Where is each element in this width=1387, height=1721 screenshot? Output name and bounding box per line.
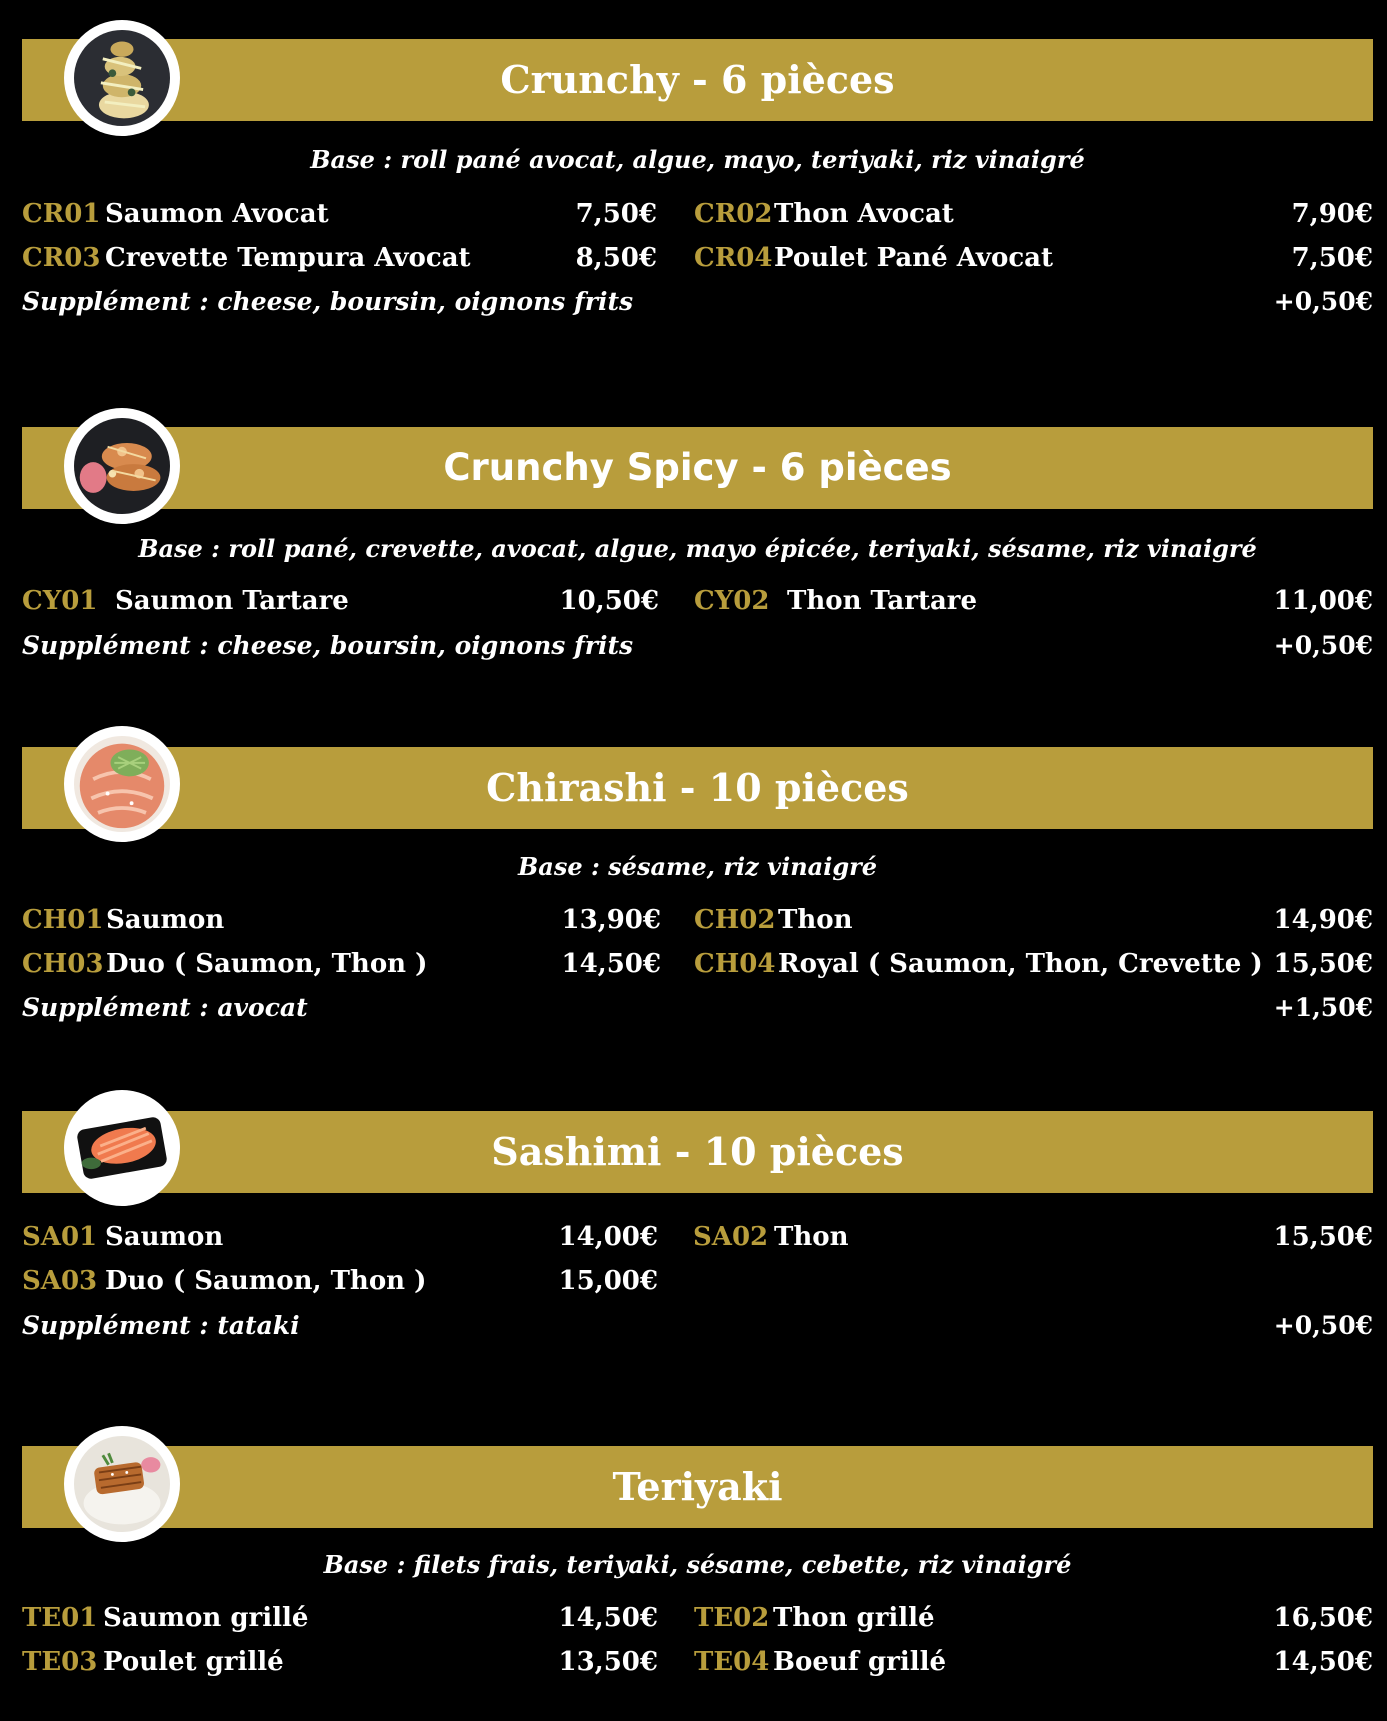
- supplement-text: Supplément : cheese, boursin, oignons frits: [22, 287, 634, 316]
- item-price: 7,50€: [575, 199, 657, 229]
- section-banner: [22, 427, 1373, 509]
- menu-item: [0, 1647, 1387, 1683]
- item-code: TE03: [22, 1647, 98, 1677]
- item-name: Royal ( Saumon, Thon, Crevette ): [778, 949, 1263, 979]
- item-name: Crevette Tempura Avocat: [105, 243, 471, 273]
- item-code: CR02: [694, 199, 773, 229]
- item-price: 7,90€: [1291, 199, 1373, 229]
- item-price: 13,50€: [558, 1647, 658, 1677]
- item-price: 14,50€: [1273, 1647, 1373, 1677]
- section-title: Chirashi - 10 pièces: [486, 765, 909, 810]
- chirashi-bowl-photo-icon: [64, 726, 180, 842]
- section-banner: [22, 747, 1373, 829]
- item-name: Thon: [774, 1222, 849, 1252]
- section-base: Base : roll pané, crevette, avocat, algue, mayo épicée, teriyaki, sésame, riz vinaigré: [138, 534, 1257, 563]
- item-code: SA03: [22, 1266, 98, 1296]
- item-name: Saumon Avocat: [105, 199, 329, 229]
- crunchy-roll-photo-icon: [64, 20, 180, 136]
- item-price: 13,90€: [561, 905, 661, 935]
- teriyaki-bowl-photo-icon: [64, 1426, 180, 1542]
- item-name: Saumon Tartare: [115, 586, 349, 616]
- item-code: TE01: [22, 1603, 98, 1633]
- item-name: Thon: [778, 905, 853, 935]
- item-price: 15,50€: [1273, 1222, 1373, 1252]
- item-price: 11,00€: [1273, 586, 1373, 616]
- item-code: SA02: [693, 1222, 769, 1252]
- item-code: TE04: [694, 1647, 770, 1677]
- item-price: 14,50€: [558, 1603, 658, 1633]
- section-title: Crunchy Spicy - 6 pièces: [443, 446, 952, 489]
- item-name: Saumon: [106, 905, 225, 935]
- item-code: CH03: [22, 949, 104, 979]
- supplement-text: Supplément : tataki: [22, 1311, 300, 1340]
- item-code: CY01: [22, 586, 98, 616]
- item-price: 10,50€: [559, 586, 659, 616]
- supplement-price: +1,50€: [1273, 993, 1373, 1022]
- menu-item: [0, 199, 1387, 235]
- menu-item: [0, 1222, 1387, 1258]
- section-base: Base : sésame, riz vinaigré: [517, 852, 878, 881]
- item-code: CR03: [22, 243, 101, 273]
- supplement-price: +0,50€: [1273, 631, 1373, 660]
- section-title: Crunchy - 6 pièces: [500, 57, 895, 102]
- item-name: Duo ( Saumon, Thon ): [106, 949, 428, 979]
- menu-item: [0, 949, 1387, 985]
- menu-item: [0, 1603, 1387, 1639]
- item-name: Thon Avocat: [774, 199, 954, 229]
- item-name: Boeuf grillé: [773, 1647, 947, 1677]
- item-price: 8,50€: [575, 243, 657, 273]
- item-name: Thon Tartare: [787, 586, 978, 616]
- item-code: CH02: [694, 905, 776, 935]
- section-base: Base : roll pané avocat, algue, mayo, teriyaki, riz vinaigré: [310, 145, 1085, 174]
- item-name: Duo ( Saumon, Thon ): [105, 1266, 427, 1296]
- section-base: Base : filets frais, teriyaki, sésame, cebette, riz vinaigré: [323, 1550, 1072, 1579]
- item-name: Saumon grillé: [103, 1603, 309, 1633]
- section-banner: [22, 1111, 1373, 1193]
- item-price: 14,90€: [1273, 905, 1373, 935]
- crunchy-spicy-photo-icon: [64, 408, 180, 524]
- section-title: Teriyaki: [612, 1464, 783, 1509]
- item-price: 15,50€: [1273, 949, 1373, 979]
- menu-item: [0, 243, 1387, 279]
- supplement-text: Supplément : cheese, boursin, oignons frits: [22, 631, 634, 660]
- item-name: Thon grillé: [773, 1603, 935, 1633]
- supplement-price: +0,50€: [1273, 1311, 1373, 1340]
- item-price: 14,00€: [558, 1222, 658, 1252]
- item-code: CY02: [694, 586, 770, 616]
- sashimi-tray-photo-icon: [64, 1090, 180, 1206]
- item-code: CR04: [694, 243, 773, 273]
- section-title: Sashimi - 10 pièces: [491, 1129, 904, 1174]
- item-code: CR01: [22, 199, 101, 229]
- item-name: Poulet Pané Avocat: [774, 243, 1054, 273]
- supplement-price: +0,50€: [1273, 287, 1373, 316]
- menu-item: [0, 905, 1387, 941]
- item-code: TE02: [694, 1603, 770, 1633]
- item-price: 7,50€: [1291, 243, 1373, 273]
- supplement-text: Supplément : avocat: [22, 993, 308, 1022]
- item-code: CH01: [22, 905, 104, 935]
- item-code: CH04: [694, 949, 776, 979]
- menu-item: [0, 1266, 1387, 1302]
- item-name: Poulet grillé: [103, 1647, 284, 1677]
- section-banner: [22, 1446, 1373, 1528]
- item-code: SA01: [22, 1222, 98, 1252]
- item-price: 16,50€: [1273, 1603, 1373, 1633]
- menu-item: [0, 586, 1387, 622]
- item-name: Saumon: [105, 1222, 224, 1252]
- item-price: 15,00€: [558, 1266, 658, 1296]
- item-price: 14,50€: [561, 949, 661, 979]
- section-banner: [22, 39, 1373, 121]
